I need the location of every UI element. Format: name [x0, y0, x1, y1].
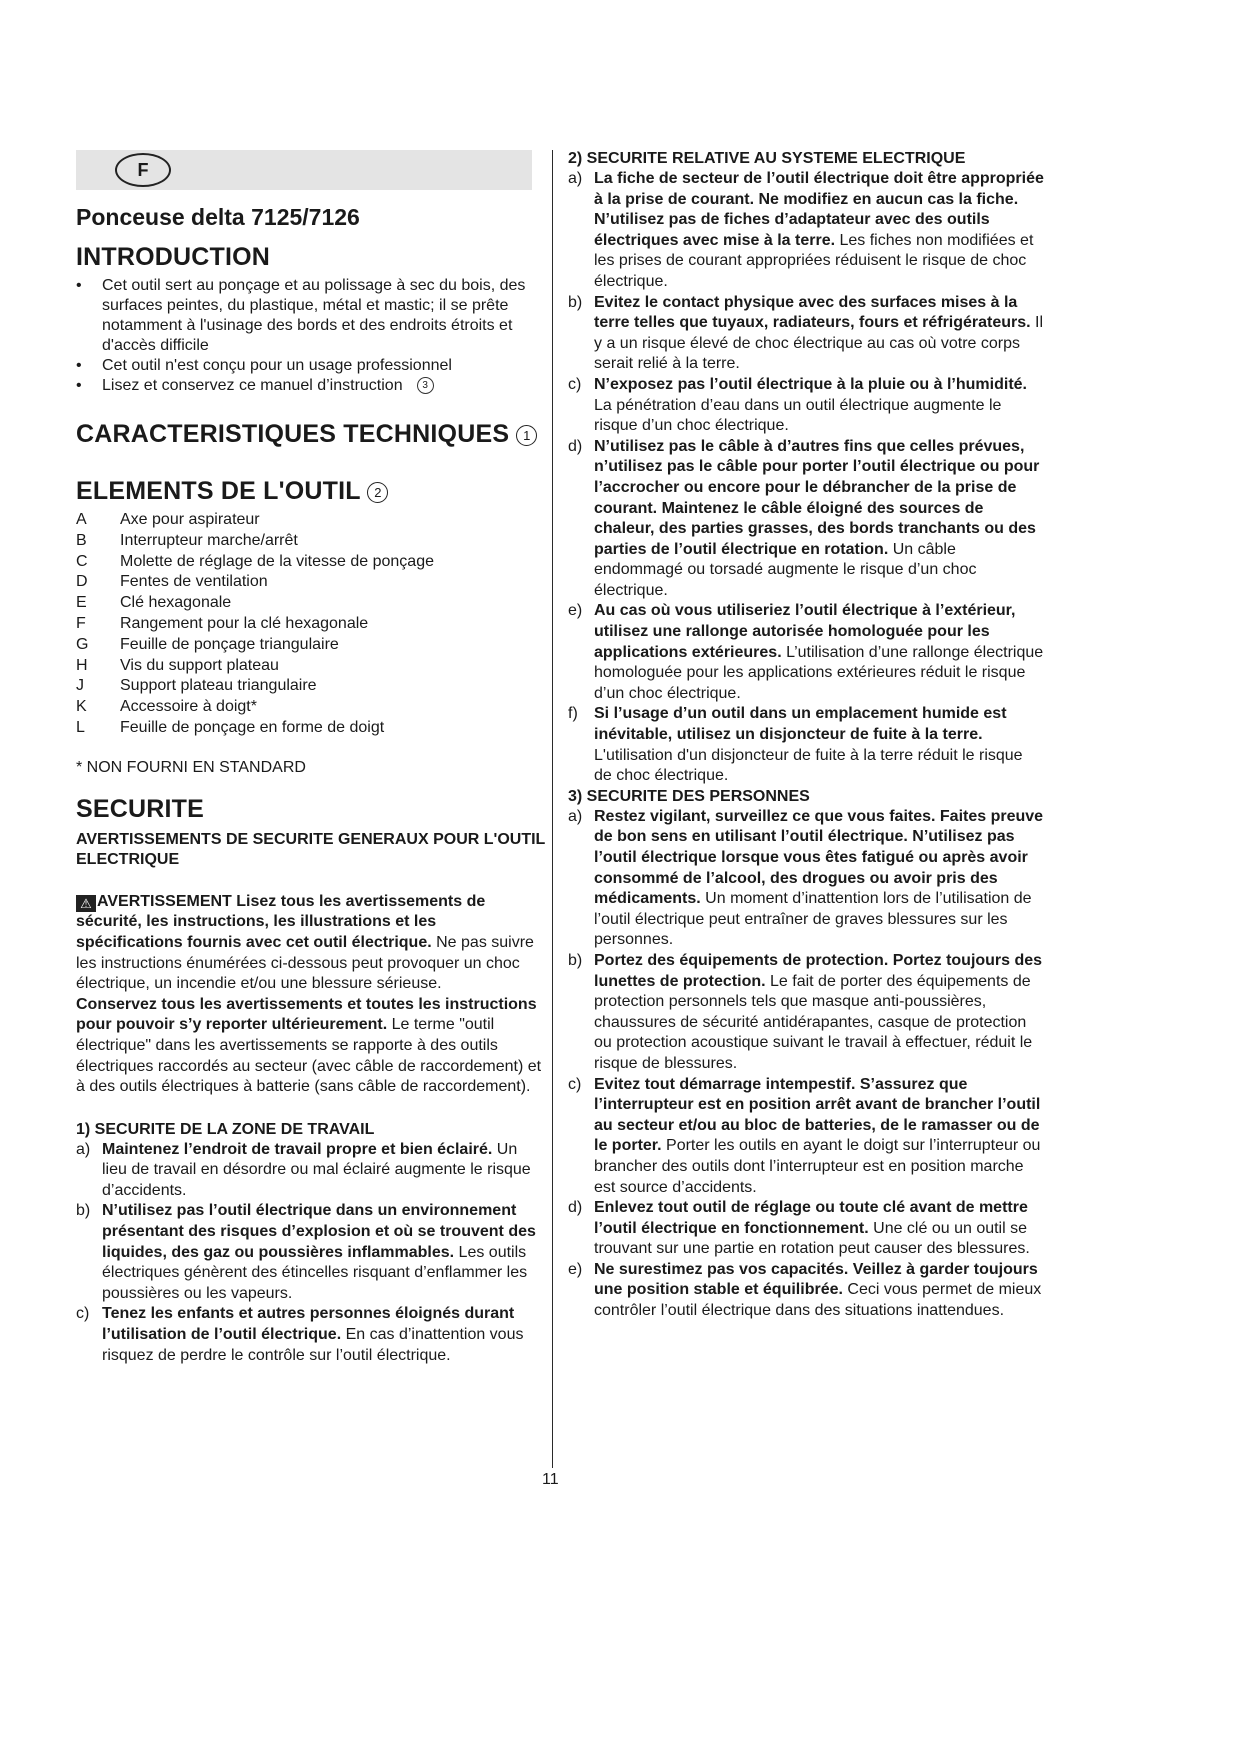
column-divider — [552, 150, 553, 1468]
introduction-list — [76, 276, 546, 396]
elements-heading: ELEMENTS DE L'OUTIL 2 — [76, 477, 546, 506]
keep-instructions-paragraph: Conservez tous les avertissements et toutes les instructions pour pouvoir s’y reporter ultérieurement. Le terme "outil électrique" dans les avertissements se rapporte à des outils électriques raccordés au secteur (avec câble de raccordement) et à des outils électriques à batterie (sans câble de raccordement). — [76, 995, 542, 1096]
list-item: G Feuille de ponçage triangulaire — [76, 635, 339, 653]
list-item: B Interrupteur marche/arrêt — [76, 531, 298, 549]
list-item: F Rangement pour la clé hexagonale — [76, 614, 369, 632]
list-item: c) Tenez les enfants et autres personnes éloignés durant l’utilisation de l’outil électrique. En cas d’inattention vous risquez de perdre le contrôle sur l’outil électrique. — [76, 1305, 524, 1364]
language-badge: F — [115, 153, 171, 187]
list-item: • Lisez et conservez ce manuel d’instruction 3 — [76, 376, 546, 396]
list-item: e) Au cas où vous utiliseriez l’outil électrique à l’extérieur, utilisez une rallonge autorisée homologuée pour les applications extérieures. L’utilisation d’une rallonge électrique homologuée pour les applications extérieures réduit le risque d’un choc électrique. — [568, 602, 1044, 702]
list-item: A Axe pour aspirateur — [76, 511, 260, 528]
section-heading: 2) SECURITE RELATIVE AU SYSTEME ELECTRIQUE — [568, 150, 966, 167]
tech-specs-heading: CARACTERISTIQUES TECHNIQUES 1 — [76, 420, 546, 449]
list-item: b) Evitez le contact physique avec des surfaces mises à la terre telles que tuyaux, radiateurs, fours et réfrigérateurs. Il y a un risque élevé de choc électrique au cas où votre corps serait relié à la terre. — [568, 293, 1044, 373]
list-item: e) Ne surestimez pas vos capacités. Veillez à garder toujours une position stable et équilibrée. Ceci vous permet de mieux contrôler l’outil électrique dans des situations inattendues. — [568, 1260, 1042, 1320]
warning-icon: ⚠ — [76, 895, 96, 912]
not-supplied-note: * NON FOURNI EN STANDARD — [76, 758, 306, 776]
list-item: K Accessoire à doigt* — [76, 698, 257, 716]
section-heading: 3) SECURITE DES PERSONNES — [568, 787, 810, 805]
page-number: 11 — [542, 1471, 559, 1488]
list-item: c) N’exposez pas l’outil électrique à la pluie ou à l’humidité. La pénétration d’eau dans un outil électrique augmente le risque d’un choc électrique. — [568, 375, 1027, 435]
security-heading: SECURITE — [76, 794, 205, 823]
right-column — [568, 149, 1044, 1322]
list-item: b) Portez des équipements de protection. Portez toujours des lunettes de protection. Le fait de porter des équipements de protection personnels tels que masque anti-poussières, chaussures de sécurité antidérapantes, casque de protection ou protection acoustique suivant le travail à effectuer, réduit le risque de blessures. — [568, 951, 1043, 1072]
security-subheading: AVERTISSEMENTS DE SECURITE GENERAUX POUR L'OUTIL ELECTRIQUE — [76, 830, 546, 868]
list-item: a) Restez vigilant, surveillez ce que vous faites. Faites preuve de bon sens en utilisant l’outil électrique. N’utilisez pas l’outil électrique lorsque vous êtes fatigué ou après avoir consommé de l’alcool, des drogues ou avoir pris des médicaments. Un moment d’inattention lors de l’utilisation de l’outil électrique peut entraîner de graves blessures sur les personnes. — [568, 807, 1044, 949]
warning-paragraph: ⚠ AVERTISSEMENT Lisez tous les avertissements de sécurité, les instructions, les illustrations et les spécifications fournis avec cet outil électrique. Ne pas suivre les instructions énumérées ci-dessous peut provoquer un choc électrique, un incendie et/ou une blessure sérieuse. — [76, 892, 534, 993]
list-item: D Fentes de ventilation — [76, 573, 268, 591]
list-item: f) Si l’usage d’un outil dans un emplacement humide est inévitable, utilisez un disjoncteur de fuite à la terre. L'utilisation d'un disjoncteur de fuite à la terre réduit le risque de choc électrique. — [568, 705, 1023, 785]
list-item: c) Evitez tout démarrage intempestif. S’assurez que l’interrupteur est en position arrêt avant de brancher l’outil au secteur et/ou au bloc de batteries, de le ramasser ou de le porter. Porter les outils en ayant le doigt sur l’interrupteur ou brancher des outils dont l’interrupteur est en position marche est source d’accidents. — [568, 1075, 1041, 1196]
list-item: a) Maintenez l’endroit de travail propre et bien éclairé. Un lieu de travail en désordre ou mal éclairé augmente le risque d’accidents. — [76, 1140, 531, 1199]
list-item: E Clé hexagonale — [76, 594, 232, 612]
list-item: H Vis du support plateau — [76, 656, 279, 674]
parts-list — [76, 510, 546, 739]
figure-ref-badge: 1 — [516, 425, 537, 446]
list-item: a) La fiche de secteur de l’outil électrique doit être appropriée à la prise de courant. Ne modifiez en aucun cas la fiche. N’utilisez pas de fiches d’adaptateur avec des outils électriques avec mise à la terre. Les fiches non modifiées et les prises de courant appropriées réduisent le risque de choc électrique. — [568, 170, 1044, 290]
left-column — [76, 150, 546, 1366]
list-item: C Molette de réglage de la vitesse de ponçage — [76, 552, 434, 570]
section-heading: 1) SECURITE DE LA ZONE DE TRAVAIL — [76, 1120, 375, 1138]
figure-ref-badge: 2 — [367, 482, 388, 503]
list-item: L Feuille de ponçage en forme de doigt — [76, 718, 385, 736]
list-item: • Cet outil sert au ponçage et au polissage à sec du bois, des surfaces peintes, du plastique, métal et mastic; il se prête notamment à l'usinage des bords et des endroits étroits et d'accès difficile — [76, 277, 526, 354]
figure-ref-badge: 3 — [417, 377, 434, 394]
document-title: Ponceuse delta 7125/7126 — [76, 204, 360, 230]
list-item: d) Enlevez tout outil de réglage ou toute clé avant de mettre l’outil électrique en fonctionnement. Une clé ou un outil se trouvant sur une partie en rotation peut causer des blessures. — [568, 1199, 1030, 1258]
list-item: J Support plateau triangulaire — [76, 677, 317, 695]
list-item: d) N’utilisez pas le câble à d’autres fins que celles prévues, n’utilisez pas le câble pour porter l’outil électrique ou pour l’accrocher ou encore pour le débrancher de la prise de courant. Maintenez le câble éloigné des sources de chaleur, des parties grasses, des bords tranchants ou des parties de l’outil électrique en rotation. Un câble endommagé ou torsadé augmente le risque d’un choc électrique. — [568, 437, 1040, 599]
language-bar — [76, 150, 532, 190]
introduction-heading: INTRODUCTION — [76, 243, 271, 271]
list-item: • Cet outil n'est conçu pour un usage professionnel — [76, 357, 452, 374]
list-item: b) N’utilisez pas l’outil électrique dans un environnement présentant des risques d’explosion et où se trouvent des liquides, des gaz ou poussières inflammables. Les outils électriques génèrent des étincelles risquant d’enflammer les poussières ou les vapeurs. — [76, 1202, 536, 1302]
